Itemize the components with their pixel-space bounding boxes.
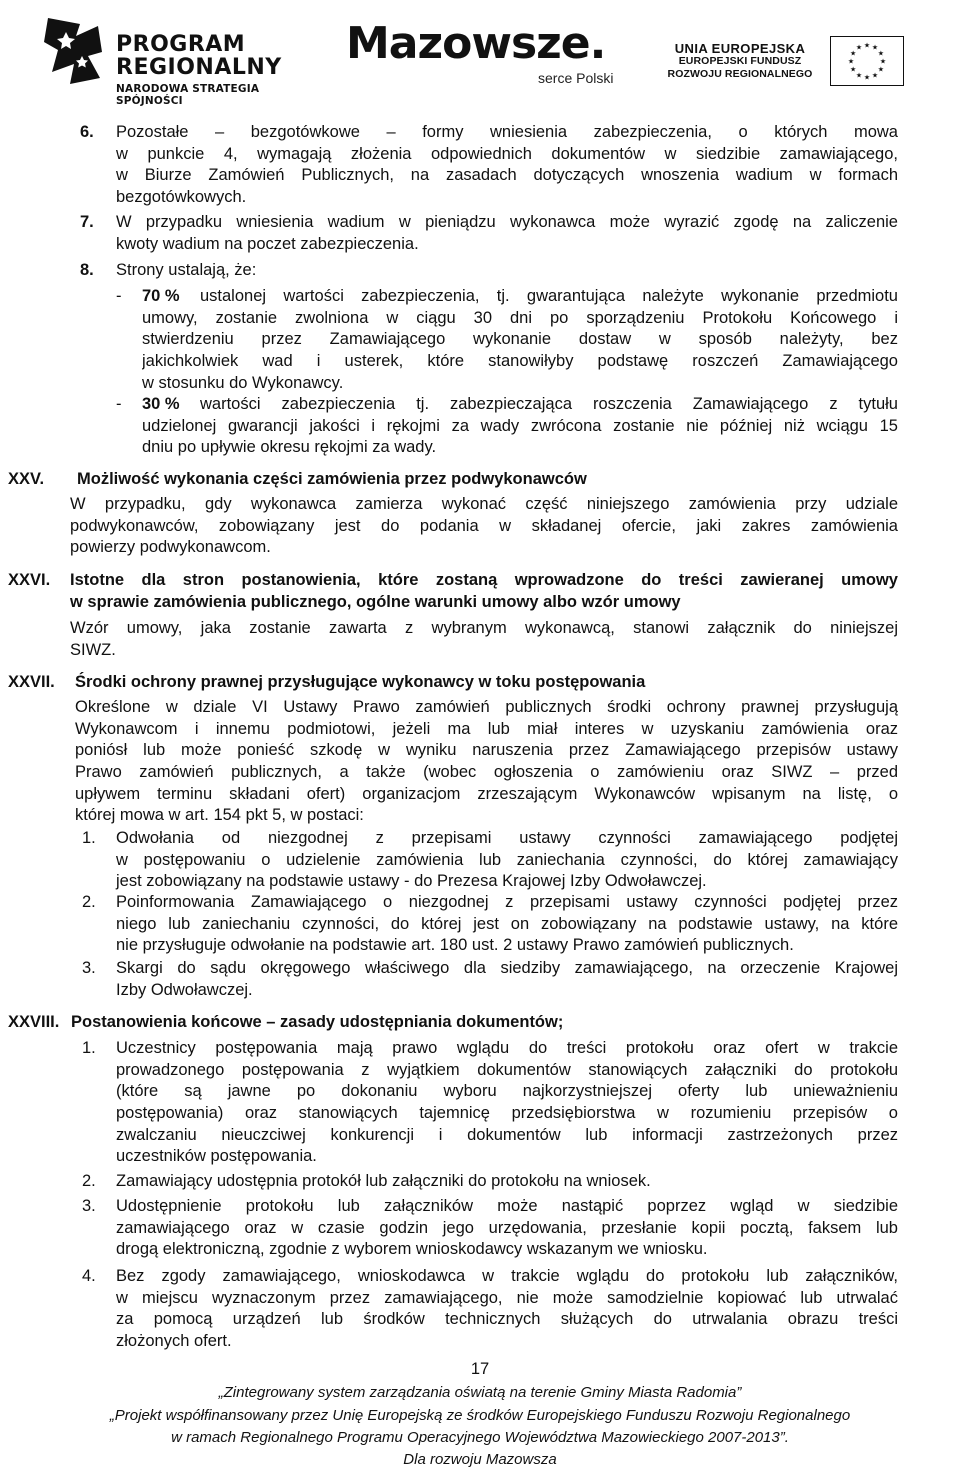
text-line: złożonych ofert. xyxy=(116,1332,232,1351)
eu-star-icon: ★ xyxy=(863,74,871,82)
text-line: postępowania) oraz stanowiących tajemnicę przedsiębiorstwa w rozumieniu przepisów o xyxy=(116,1104,898,1123)
text-line: w stosunku do Wykonawcy. xyxy=(142,373,344,392)
text-line: Pozostałe – bezgotówkowe – formy wniesienia zabezpieczenia, o których mowa xyxy=(116,123,898,141)
eu-star-icon: ★ xyxy=(847,58,855,66)
eu-star-icon: ★ xyxy=(877,66,884,74)
text-line: W przypadku wniesienia wadium w pieniądzu wykonawca może wyrazić zgodę na zaliczenie xyxy=(116,213,898,231)
eu-star-icon: ★ xyxy=(871,72,879,80)
xxviii-point-4-number: 4. xyxy=(82,1267,96,1285)
text-line: bezgotówkowych. xyxy=(116,188,247,207)
eu-star-icon: ★ xyxy=(855,72,863,80)
dash-1-percent: 70 % xyxy=(142,287,180,305)
text-line: Wzór umowy, jaka zostanie zawarta z wybranym wykonawcą, stanowi załącznik do niniejszej xyxy=(70,619,898,637)
eu-star-icon: ★ xyxy=(863,42,871,50)
text-line: ustalonej wartości zabezpieczenia, tj. gwarantująca należyte wykonanie przedmiotu xyxy=(200,287,898,305)
text-line: Bez zgody zamawiającego, wnioskodawca w trakcie wglądu do protokołu lub załączników, xyxy=(116,1267,898,1285)
xxvii-point-2-number: 2. xyxy=(82,893,96,911)
text-line: poniósł lub może ponieść szkodę w wyniku naruszenia przez Zamawiającego przepisów ustawy xyxy=(75,741,898,760)
dash-2: - xyxy=(116,395,122,413)
dash-2-text xyxy=(142,416,898,459)
text-line: drogą elektroniczną, zgodnie z wyborem wnioskodawcy wskazanym we wniosku. xyxy=(116,1240,708,1259)
text-line: (które są jawne po dokonaniu wyboru najkorzystniejszej oferty lub unieważnieniu xyxy=(116,1082,898,1101)
item-8-number: 8. xyxy=(80,261,94,279)
section-xxv-text xyxy=(70,494,898,559)
text-line: podwykonawców, zobowiązany jest do podania w składanej ofercie, jaki zakres zamówienia xyxy=(70,516,898,535)
text-line: stwierdzeniu przez Zamawiającego wykonanie dostaw w sposób należyty, bez xyxy=(142,330,898,349)
eu-star-icon: ★ xyxy=(879,58,887,66)
text-line: upływem terminu składani ofert) organizacjom zrzeszającym Wykonawców wpisanym na listę, o xyxy=(75,784,898,803)
dash-2-percent: 30 % xyxy=(142,395,180,413)
item-6-text-cont xyxy=(116,144,898,209)
section-xxv-label: XXV. xyxy=(8,470,45,488)
section-xxvii-label: XXVII. xyxy=(8,673,55,691)
text-line: dniu po upływie okresu rękojmi za wady. xyxy=(142,438,437,457)
xxviii-point-1-text xyxy=(116,1038,898,1168)
text-line: Zamawiający udostępnia protokół lub załączniki do protokołu na wniosek. xyxy=(116,1172,651,1190)
section-xxvi-text xyxy=(70,618,898,661)
footer-line-2: „Projekt współfinansowany przez Unię Europejską ze środków Europejskiego Funduszu Rozwoju Regionalnego xyxy=(109,1407,851,1424)
eu-flag-icon xyxy=(830,36,904,86)
section-xxviii-label: XXVIII. xyxy=(8,1013,60,1031)
text-line: powierzy podwykonawcom. xyxy=(70,538,271,557)
program-regionalny-logo xyxy=(40,12,320,107)
footer-line-1: „Zintegrowany system zarządzania oświatą na terenie Gminy Miasta Radomia” xyxy=(218,1384,742,1401)
section-xxvi-label: XXVI. xyxy=(8,571,51,589)
eu-line3: ROZWOJU REGIONALNEGO xyxy=(667,68,813,80)
eu-star-icon: ★ xyxy=(871,44,879,52)
xxviii-point-3-number: 3. xyxy=(82,1197,96,1215)
item-8-text: Strony ustalają, że: xyxy=(116,261,257,279)
text-line: zamawiającego oraz w czasie godzin jego urzędowania, przesłanie kopii pocztą, faksem lub xyxy=(116,1218,898,1237)
text-line: w postępowaniu o udzielenie zamówienia lub zaniechania czynności, do której zamawiający xyxy=(116,850,898,869)
section-xxv-title: Możliwość wykonania części zamówienia przez podwykonawców xyxy=(77,470,587,488)
eu-star-icon: ★ xyxy=(855,44,863,52)
text-line: udzielonej gwarancji jakości i rękojmi za wady zwrócona zostanie nie później niż wciągu 15 xyxy=(142,416,898,435)
mazowsze-logo xyxy=(346,18,626,96)
text-line: uczestników postępowania. xyxy=(116,1147,317,1166)
text-line: umowy, zostanie zwolniona w ciągu 30 dni po sporządzeniu Protokołu Końcowego i xyxy=(142,308,898,327)
title-line: Istotne dla stron postanowienia, które zostaną wprowadzone do treści zawieranej umowy xyxy=(70,571,898,589)
text-line: wartości zabezpieczenia tj. zabezpieczająca roszczenia Zamawiającego z tytułu xyxy=(200,395,898,413)
text-line: za pomocą urządzeń lub środków technicznych służących do utrwalania obrazu treści xyxy=(116,1310,898,1329)
text-line: w miejscu wyznaczonym przez zamawiającego, nie może samodzielnie kopiować lub utrwalać xyxy=(116,1288,898,1307)
text-line: SIWZ. xyxy=(70,640,116,659)
text-line: jest zobowiązany na podstawie ustawy - do Prezesa Krajowej Izby Odwoławczej. xyxy=(116,872,707,891)
text-line: Prawo zamówień publicznych, a także (wobec ogłoszenia o zamówieniu oraz SIWZ – przed xyxy=(75,763,898,782)
item-7-number: 7. xyxy=(80,213,94,231)
dash-2-first-line xyxy=(200,394,898,416)
mazowsze-subtitle: serce Polski xyxy=(538,70,614,86)
text-line: której mowa w art. 154 pkt 5, w postaci: xyxy=(75,806,364,825)
text-line: W przypadku, gdy wykonawca zamierza wykonać część niniejszego zamówienia przy udziale xyxy=(70,495,898,513)
text-line: Udostępnienie protokołu lub załączników może nastąpić poprzez wgląd w siedzibie xyxy=(116,1197,898,1215)
text-line: nie przysługuje odwołanie na podstawie art. 180 ust. 2 ustawy Prawo zamówień publicznych. xyxy=(116,936,794,955)
xxvii-point-1-text xyxy=(116,828,898,893)
text-line: Izby Odwoławczej. xyxy=(116,980,253,999)
xxviii-point-1-number: 1. xyxy=(82,1039,96,1057)
section-xxviii-title: Postanowienia końcowe – zasady udostępniania dokumentów; xyxy=(71,1013,564,1031)
xxviii-point-2-number: 2. xyxy=(82,1172,96,1190)
section-xxvii-text xyxy=(75,697,898,827)
item-6-number: 6. xyxy=(80,123,94,141)
text-line: Poinformowania Zamawiającego o niezgodnej z przepisami ustawy czynności podjętej przez xyxy=(116,893,898,911)
xxvii-point-3-number: 3. xyxy=(82,959,96,977)
footer-line-3: w ramach Regionalnego Programu Operacyjnego Województwa Mazowieckiego 2007-2013”. xyxy=(171,1429,789,1446)
dash-1: - xyxy=(116,287,122,305)
eu-star-icon: ★ xyxy=(850,50,857,58)
item-6-text xyxy=(116,122,898,144)
text-line: Uczestnicy postępowania mają prawo wglądu do treści protokołu oraz ofert w trakcie xyxy=(116,1039,898,1057)
text-line: jakichkolwiek wad i usterek, które stanowiłyby podstawę roszczeń Zamawiającego xyxy=(142,352,898,371)
xxviii-point-4-text xyxy=(116,1266,898,1353)
eu-line2: EUROPEJSKI FUNDUSZ xyxy=(678,55,802,67)
program-line3: NARODOWA STRATEGIA SPÓJNOŚCI xyxy=(116,83,260,107)
eu-star-icon: ★ xyxy=(850,66,857,74)
xxvii-point-2-text xyxy=(116,892,898,957)
xxviii-point-3-text xyxy=(116,1196,898,1261)
text-line: w Biurze Zamówień Publicznych, na zasadach dotyczących wnoszenia wadium w formach xyxy=(116,166,898,185)
xxvii-point-3-text xyxy=(116,958,898,1001)
text-line: prowadzonego postępowania z wyjątkiem dokumentów stanowiących załączniki do protokołu xyxy=(116,1060,898,1079)
program-regionalny-emblem-icon xyxy=(40,12,110,92)
dash-1-text xyxy=(142,308,898,395)
text-line: Wykonawcom i innemu podmiotowi, jeżeli ma lub miał interes w uzyskaniu zamówienia oraz xyxy=(75,719,898,738)
xxviii-point-2-text xyxy=(116,1171,898,1193)
dash-1-first-line xyxy=(200,286,898,308)
item-7-text xyxy=(116,212,898,255)
title-line: w sprawie zamówienia publicznego, ogólne warunki umowy albo wzór umowy xyxy=(70,592,681,611)
text-line: zwalczaniu nieuczciwej konkurencji i dokumentów lub informacji zastrzeżonych przez xyxy=(116,1125,898,1144)
text-line: Odwołania od niezgodnej z przepisami ustawy czynności zamawiającego podjętej xyxy=(116,829,898,847)
mazowsze-wordmark: Mazowsze. xyxy=(346,18,606,69)
text-line: kwoty wadium na poczet zabezpieczenia. xyxy=(116,234,419,253)
eu-logo xyxy=(666,36,950,86)
section-xxvii-title: Środki ochrony prawnej przysługujące wykonawcy w toku postępowania xyxy=(75,673,646,691)
text-line: w punkcie 4, wymagają złożenia odpowiednich dokumentów w siedzibie zamawiającego, xyxy=(116,144,898,163)
eu-line1: UNIA EUROPEJSKA xyxy=(674,41,806,56)
footer-line-4: Dla rozwoju Mazowsza xyxy=(403,1451,557,1468)
page-number: 17 xyxy=(470,1360,490,1378)
text-line: Określone w dziale VI Ustawy Prawo zamówień publicznych środki ochrony prawnej przysługują xyxy=(75,698,898,716)
program-line2: REGIONALNY xyxy=(116,55,282,80)
program-line1: PROGRAM xyxy=(116,32,246,57)
section-xxvi-title xyxy=(70,570,898,613)
text-line: Skargi do sądu okręgowego właściwego dla siedziby zamawiającego, na orzeczenie Krajowej xyxy=(116,959,898,977)
xxvii-point-1-number: 1. xyxy=(82,829,96,847)
eu-star-icon: ★ xyxy=(877,50,884,58)
page-header xyxy=(0,0,960,107)
text-line: niego lub zaniechaniu czynności, do której jest on zobowiązany na podstawie ustawy, na które xyxy=(116,914,898,933)
